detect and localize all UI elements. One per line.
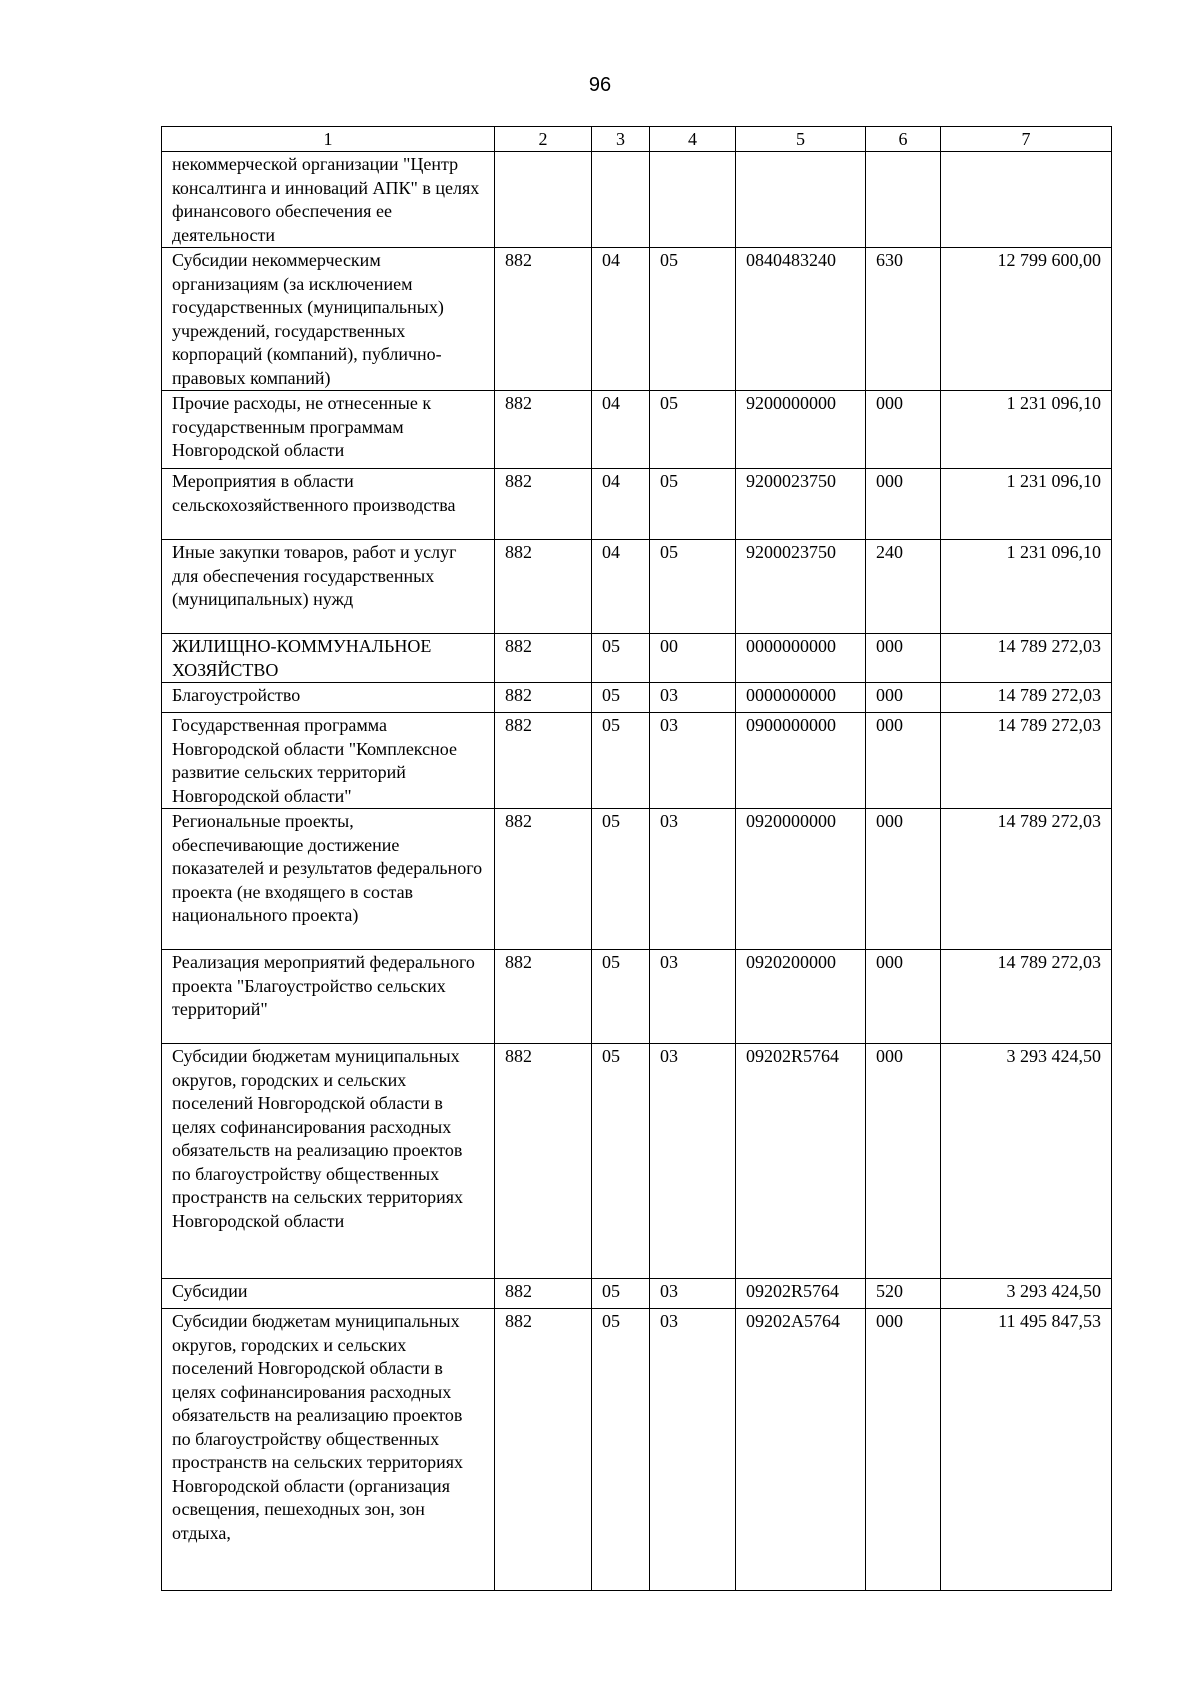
amount-cell: 14 789 272,03 [941,950,1112,1044]
cell: 09202R5764 [736,1044,866,1279]
cell: 000 [866,713,941,809]
amount-cell: 12 799 600,00 [941,248,1112,391]
amount-cell: 14 789 272,03 [941,809,1112,950]
table-row [162,248,1112,391]
cell: 0920000000 [736,809,866,950]
table-row [162,950,1112,1044]
amount-cell: 14 789 272,03 [941,683,1112,713]
amount-cell: 14 789 272,03 [941,713,1112,809]
row-name-cell: Субсидии некоммерческим организациям (за исключением государственных (муниципальных) учреждений, государственных корпораций (компаний), публично-правовых компаний) [162,248,495,391]
cell: 05 [592,634,650,683]
cell: 240 [866,540,941,634]
cell: 882 [495,248,592,391]
cell: 882 [495,1309,592,1591]
cell: 882 [495,391,592,469]
row-name-cell: Региональные проекты, обеспечивающие достижение показателей и результатов федерального проекта (не входящего в состав национального проекта) [162,809,495,950]
cell: 03 [650,809,736,950]
cell [495,152,592,248]
row-name-cell: Мероприятия в области сельскохозяйственного производства [162,469,495,540]
cell: 05 [592,809,650,950]
table-row [162,540,1112,634]
cell: 05 [592,683,650,713]
cell: 000 [866,1309,941,1591]
table-row [162,1309,1112,1591]
amount-cell: 1 231 096,10 [941,391,1112,469]
column-header: 4 [650,127,736,152]
cell: 882 [495,950,592,1044]
row-name-cell: Иные закупки товаров, работ и услуг для обеспечения государственных (муниципальных) нужд [162,540,495,634]
cell: 05 [592,950,650,1044]
row-name-cell: Субсидии [162,1279,495,1309]
cell [592,152,650,248]
cell: 05 [650,248,736,391]
cell: 0000000000 [736,683,866,713]
cell: 0840483240 [736,248,866,391]
cell: 00 [650,634,736,683]
page-number: 96 [588,74,612,96]
amount-cell: 1 231 096,10 [941,469,1112,540]
cell: 03 [650,1279,736,1309]
amount-cell: 11 495 847,53 [941,1309,1112,1591]
row-name-cell: Благоустройство [162,683,495,713]
row-name-cell: Субсидии бюджетам муниципальных округов, городских и сельских поселений Новгородской области в целях софинансирования расходных обязательств на реализацию проектов по благоустройству общественных пространств на сельских территориях Новгородской области [162,1044,495,1279]
cell: 000 [866,950,941,1044]
table-row [162,469,1112,540]
cell: 04 [592,248,650,391]
table-row [162,713,1112,809]
cell: 000 [866,634,941,683]
table-row [162,1044,1112,1279]
cell: 05 [592,1309,650,1591]
cell: 0900000000 [736,713,866,809]
cell [650,152,736,248]
cell: 05 [592,713,650,809]
cell: 03 [650,950,736,1044]
amount-cell: 1 231 096,10 [941,540,1112,634]
cell: 882 [495,540,592,634]
cell: 04 [592,469,650,540]
cell: 9200023750 [736,469,866,540]
cell: 09202A5764 [736,1309,866,1591]
row-name-cell: Прочие расходы, не отнесенные к государственным программам Новгородской области [162,391,495,469]
cell [736,152,866,248]
column-header: 3 [592,127,650,152]
budget-table [161,126,1112,1591]
table-row [162,634,1112,683]
cell: 04 [592,540,650,634]
table-row [162,152,1112,248]
cell: 09202R5764 [736,1279,866,1309]
row-name-cell: Реализация мероприятий федерального проекта "Благоустройство сельских территорий" [162,950,495,1044]
cell: 05 [650,540,736,634]
cell: 000 [866,683,941,713]
amount-cell: 3 293 424,50 [941,1044,1112,1279]
cell: 03 [650,683,736,713]
cell: 630 [866,248,941,391]
table-row [162,683,1112,713]
cell: 000 [866,809,941,950]
cell: 04 [592,391,650,469]
cell: 05 [650,391,736,469]
row-name-cell: Субсидии бюджетам муниципальных округов, городских и сельских поселений Новгородской области в целях софинансирования расходных обязательств на реализацию проектов по благоустройству общественных пространств на сельских территориях Новгородской области (организация освещения, пешеходных зон, зон отдыха, [162,1309,495,1591]
amount-cell: 14 789 272,03 [941,634,1112,683]
column-header: 1 [162,127,495,152]
cell: 882 [495,809,592,950]
column-header: 7 [941,127,1112,152]
cell: 882 [495,713,592,809]
cell: 03 [650,1309,736,1591]
table-header-row [162,127,1112,152]
cell: 882 [495,634,592,683]
cell: 000 [866,391,941,469]
cell [866,152,941,248]
row-name-cell: некоммерческой организации "Центр консалтинга и инноваций АПК" в целях финансового обеспечения ее деятельности [162,152,495,248]
cell: 0920200000 [736,950,866,1044]
cell: 05 [592,1279,650,1309]
cell: 000 [866,1044,941,1279]
column-header: 2 [495,127,592,152]
cell: 520 [866,1279,941,1309]
cell: 05 [592,1044,650,1279]
column-header: 6 [866,127,941,152]
row-name-cell: Государственная программа Новгородской области "Комплексное развитие сельских территорий Новгородской области" [162,713,495,809]
cell: 882 [495,1044,592,1279]
row-name-cell: ЖИЛИЩНО-КОММУНАЛЬНОЕ ХОЗЯЙСТВО [162,634,495,683]
table-row [162,809,1112,950]
table-row [162,391,1112,469]
table-row [162,1279,1112,1309]
cell: 03 [650,1044,736,1279]
column-header: 5 [736,127,866,152]
cell: 9200000000 [736,391,866,469]
amount-cell: 3 293 424,50 [941,1279,1112,1309]
cell: 0000000000 [736,634,866,683]
cell: 9200023750 [736,540,866,634]
cell: 882 [495,469,592,540]
amount-cell [941,152,1112,248]
cell: 05 [650,469,736,540]
cell: 882 [495,1279,592,1309]
cell: 882 [495,683,592,713]
cell: 000 [866,469,941,540]
cell: 03 [650,713,736,809]
